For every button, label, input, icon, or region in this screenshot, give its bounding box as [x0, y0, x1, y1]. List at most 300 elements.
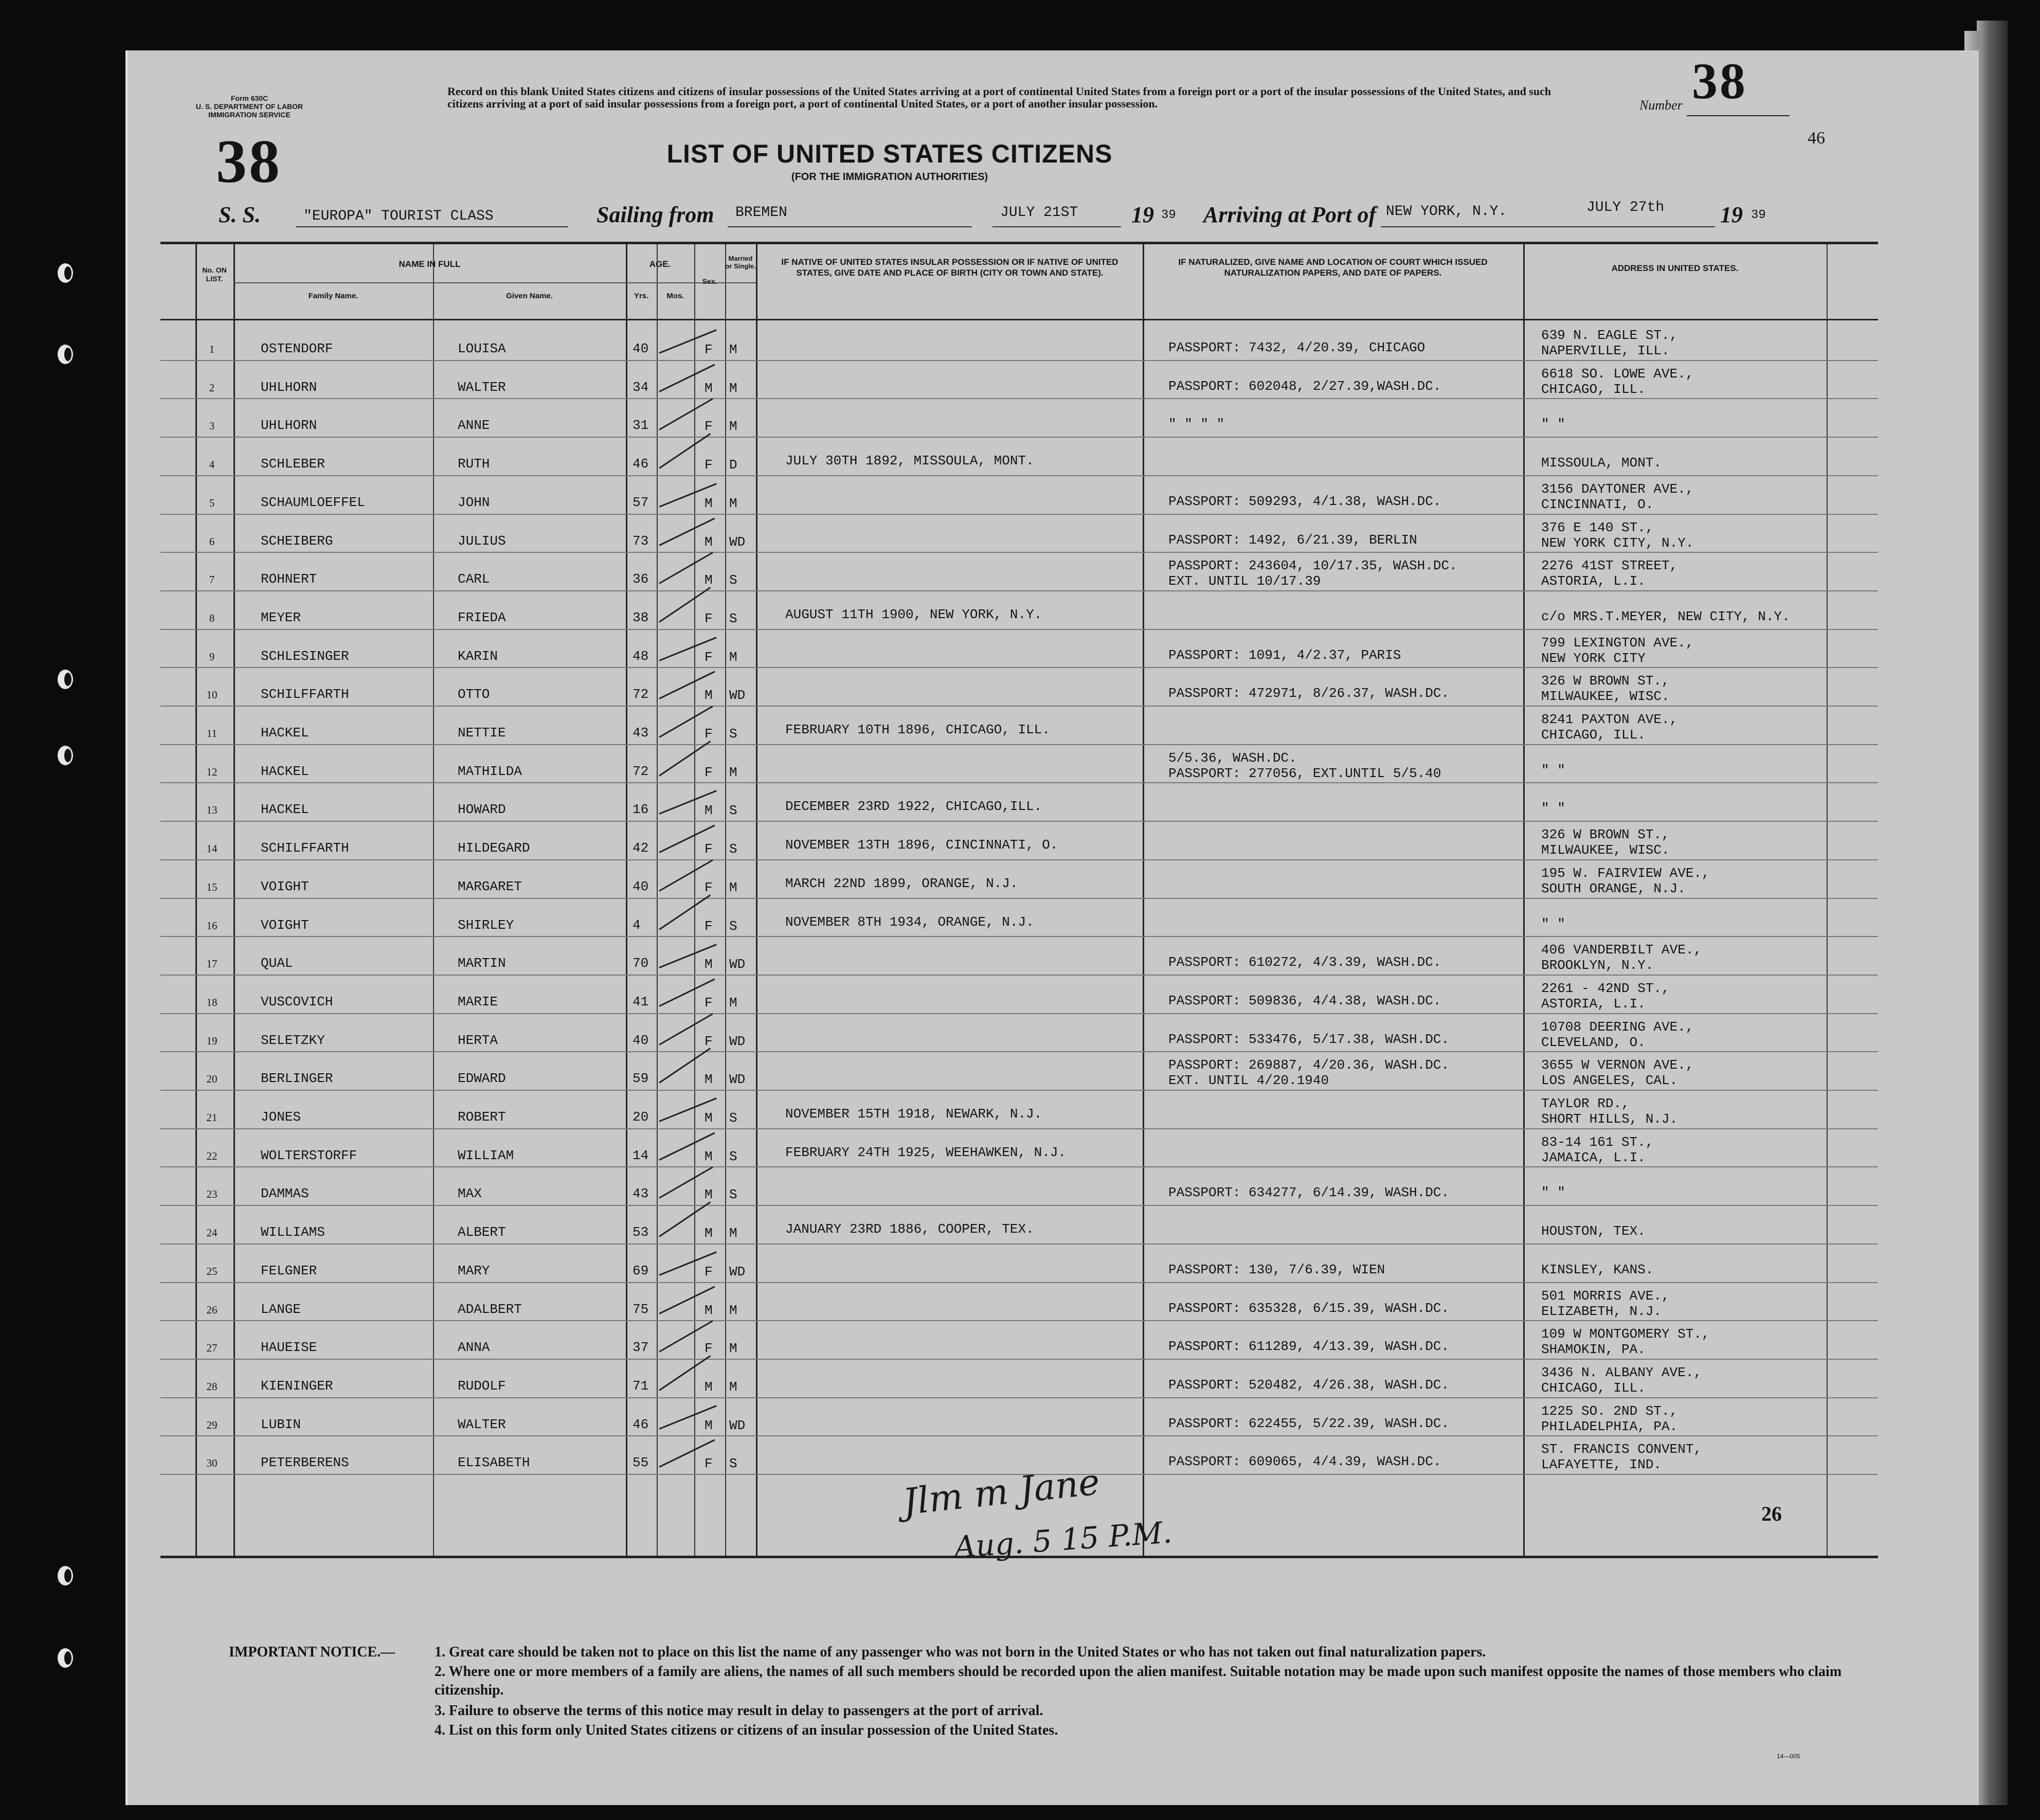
cell-given: MARTIN: [458, 956, 506, 971]
cell-sex: M: [705, 1072, 713, 1088]
notice-item: 2. Where one or more members of a family are aliens, the names of all such members should be recorded upon the alien manifest. Suitable notation may be made upon such manifest opposite the names of those members who claim citizenship.: [435, 1664, 1842, 1698]
cell-birth: DECEMBER 23RD 1922, CHICAGO,ILL.: [785, 799, 1042, 815]
number-label: Number: [1639, 98, 1683, 113]
cell-no: 27: [206, 1342, 218, 1355]
cell-family: OSTENDORF: [261, 341, 333, 356]
ss-label: S. S.: [219, 202, 261, 227]
cell-addr2: ASTORIA, L.I.: [1541, 996, 1646, 1012]
row-rule: [160, 1435, 1878, 1436]
cell-nat2: PASSPORT: 277056, EXT.UNTIL 5/5.40: [1168, 765, 1441, 781]
cell-family: SCHILFFARTH: [261, 840, 349, 856]
cell-no: 24: [206, 1227, 218, 1239]
cell-addr1: 406 VANDERBILT AVE.,: [1541, 942, 1702, 958]
cell-addr1: MISSOULA, MONT.: [1541, 455, 1662, 471]
row-rule: [160, 1090, 1878, 1091]
cell-family: FELGNER: [261, 1263, 317, 1278]
form-code: 14—005: [1777, 1753, 1800, 1760]
cell-sex: F: [705, 841, 713, 857]
row-rule: [160, 1128, 1878, 1129]
cell-addr2: CINCINNATI, O.: [1541, 496, 1654, 512]
cell-sex: F: [705, 610, 713, 626]
cell-age: 70: [633, 956, 649, 971]
cell-given: MARGARET: [458, 878, 522, 894]
cell-addr1: 8241 PAXTON AVE.,: [1541, 712, 1678, 727]
cell-birth: MARCH 22ND 1899, ORANGE, N.J.: [785, 875, 1018, 891]
cell-nat1: PASSPORT: 533476, 5/17.38, WASH.DC.: [1168, 1031, 1450, 1047]
cell-sex: F: [705, 1341, 713, 1357]
cell-given: RUDOLF: [458, 1378, 506, 1394]
cell-given: JULIUS: [458, 533, 506, 549]
cell-addr2: SHAMOKIN, PA.: [1541, 1342, 1646, 1358]
cell-no: 7: [209, 573, 215, 586]
row-rule: [160, 1320, 1878, 1321]
cell-no: 30: [206, 1457, 218, 1470]
cell-family: PETERBERENS: [261, 1455, 349, 1471]
cell-addr1: ST. FRANCIS CONVENT,: [1541, 1441, 1702, 1457]
cell-addr1: 2261 - 42ND ST.,: [1541, 980, 1670, 996]
cell-no: 25: [206, 1265, 218, 1277]
row-rule: [160, 744, 1878, 745]
arrival-year: 39: [1751, 208, 1766, 222]
cell-ms: WD: [729, 688, 746, 704]
cell-family: HACKEL: [261, 763, 309, 779]
punch-hole: [58, 746, 73, 765]
cell-addr2: ELIZABETH, N.J.: [1541, 1303, 1662, 1319]
cell-given: MARIE: [458, 994, 498, 1010]
arrival-underline: [1381, 226, 1715, 227]
cell-given: NETTIE: [458, 725, 506, 741]
depart-date-underline: [992, 226, 1121, 227]
row-rule: [160, 1205, 1878, 1206]
cell-birth: FEBRUARY 24TH 1925, WEEHAWKEN, N.J.: [785, 1144, 1067, 1160]
col-header-address: ADDRESS IN UNITED STATES.: [1611, 263, 1739, 273]
cell-given: ALBERT: [458, 1224, 506, 1240]
cell-no: 19: [206, 1034, 218, 1047]
cell-addr1: 3655 W VERNON AVE.,: [1541, 1057, 1694, 1073]
cell-sex: F: [705, 1456, 713, 1472]
cell-birth: JANUARY 23RD 1886, COOPER, TEX.: [785, 1221, 1034, 1237]
col-header-birth: IF NATIVE OF UNITED STATES INSULAR POSSESSION OR IF NATIVE OF UNITED STATES, GIVE DATE AND PLACE OF BIRTH (CITY OR TOWN AND STATE).: [781, 257, 1118, 278]
col-header-sex: Sex.: [702, 277, 717, 285]
cell-given: MAX: [458, 1186, 482, 1202]
cell-age: 59: [633, 1071, 649, 1087]
cell-addr1: 326 W BROWN ST.,: [1541, 673, 1670, 689]
cell-addr1: " ": [1541, 762, 1565, 778]
check-mark: [659, 1048, 711, 1084]
form-number: Form 630C: [230, 94, 268, 102]
check-mark: [659, 1201, 711, 1237]
header-rule: [160, 319, 1878, 320]
col-header-marital: Married or Single.: [725, 255, 756, 270]
cell-sex: M: [705, 1302, 713, 1318]
cell-ms: S: [729, 1148, 737, 1164]
cell-addr2: NEW YORK CITY, N.Y.: [1541, 535, 1694, 551]
cell-birth: FEBRUARY 10TH 1896, CHICAGO, ILL.: [785, 722, 1050, 737]
cell-addr2: NAPERVILLE, ILL.: [1541, 343, 1670, 358]
cell-family: WILLIAMS: [261, 1224, 325, 1240]
cell-age: 40: [633, 1032, 649, 1048]
cell-addr1: 639 N. EAGLE ST.,: [1541, 328, 1678, 343]
cell-sex: F: [705, 918, 713, 934]
page-mark: 46: [1808, 129, 1825, 148]
cell-addr1: 3436 N. ALBANY AVE.,: [1541, 1364, 1702, 1380]
cell-family: HAUEISE: [261, 1340, 317, 1356]
cell-ms: WD: [729, 1264, 746, 1280]
cell-given: RUTH: [458, 456, 490, 472]
cell-ms: M: [729, 995, 737, 1011]
col-header-family: Family Name.: [308, 292, 358, 300]
cell-ms: S: [729, 1110, 737, 1126]
cell-family: SCHILFFARTH: [261, 687, 349, 702]
cell-ms: WD: [729, 1072, 746, 1088]
cell-given: CARL: [458, 571, 490, 587]
cell-addr1: 195 W. FAIRVIEW AVE.,: [1541, 865, 1710, 881]
cell-ms: M: [729, 1379, 737, 1395]
notice-item: 1. Great care should be taken not to place on this list the name of any passenger who was not born in the United States or who has not taken out final naturalization papers.: [435, 1644, 1486, 1660]
cell-ms: S: [729, 841, 737, 857]
cell-nat1: PASSPORT: 130, 7/6.39, WIEN: [1168, 1262, 1385, 1277]
page-title: LIST OF UNITED STATES CITIZENS: [666, 139, 1113, 168]
cell-age: 42: [633, 840, 649, 856]
cell-no: 1: [209, 343, 215, 355]
col-header-yrs: Yrs.: [634, 292, 649, 300]
cell-ms: S: [729, 803, 737, 819]
cell-age: 57: [633, 494, 649, 510]
cell-nat1: PASSPORT: 509836, 4/4.38, WASH.DC.: [1168, 993, 1441, 1008]
from-port-underline: [728, 226, 972, 227]
row-rule: [160, 782, 1878, 783]
punch-hole: [58, 345, 73, 364]
cell-addr2: CHICAGO, ILL.: [1541, 381, 1646, 397]
cell-addr1: " ": [1541, 916, 1565, 932]
from-port: BREMEN: [735, 205, 787, 221]
row-rule: [160, 398, 1878, 399]
cell-given: HOWARD: [458, 802, 506, 818]
punch-hole: [58, 670, 73, 689]
col-header-no: No. ON LIST.: [202, 266, 227, 283]
cell-sex: M: [705, 803, 713, 819]
cell-age: 48: [633, 648, 649, 664]
cell-sex: M: [705, 534, 713, 550]
cell-family: KIENINGER: [261, 1378, 333, 1394]
cell-addr1: 2276 41ST STREET,: [1541, 558, 1678, 574]
cell-addr1: 376 E 140 ST.,: [1541, 519, 1654, 535]
row-rule: [160, 1359, 1878, 1360]
notice-item: 4. List on this form only United States citizens or citizens of an insular possession of the United States.: [435, 1722, 1058, 1738]
check-mark: [659, 1355, 711, 1391]
cell-family: ROHNERT: [261, 571, 317, 587]
row-rule: [160, 821, 1878, 822]
row-rule: [160, 1013, 1878, 1014]
cell-addr2: NEW YORK CITY: [1541, 650, 1646, 666]
cell-no: 5: [209, 496, 215, 509]
cell-addr1: 10708 DEERING AVE.,: [1541, 1019, 1694, 1035]
cell-family: SCHLESINGER: [261, 648, 349, 664]
stamp-number: 38: [216, 127, 282, 195]
cell-ms: S: [729, 572, 737, 588]
cell-nat1: PASSPORT: 602048, 2/27.39,WASH.DC.: [1168, 378, 1441, 394]
cell-sex: F: [705, 342, 713, 357]
cell-age: 34: [633, 379, 649, 395]
cell-birth: AUGUST 11TH 1900, NEW YORK, N.Y.: [785, 606, 1042, 622]
cell-given: KARIN: [458, 648, 498, 664]
cell-addr2: MILWAUKEE, WISC.: [1541, 689, 1670, 705]
cell-no: 8: [209, 611, 215, 624]
cell-age: 43: [633, 725, 649, 741]
cell-sex: M: [705, 572, 713, 588]
cell-family: VOIGHT: [261, 917, 309, 933]
col-header-age: AGE.: [649, 259, 671, 269]
cell-family: SCHLEBER: [261, 456, 325, 472]
cell-ms: M: [729, 879, 737, 895]
cell-addr1: 6618 SO. LOWE AVE.,: [1541, 366, 1694, 382]
cell-no: 3: [209, 420, 215, 433]
signature-time: Aug. 5 15 P.M.: [953, 1515, 1174, 1565]
cell-birth: NOVEMBER 8TH 1934, ORANGE, N.J.: [785, 914, 1034, 930]
cell-family: LUBIN: [261, 1416, 301, 1432]
cell-no: 6: [209, 535, 215, 548]
cell-age: 75: [633, 1301, 649, 1317]
cell-given: JOHN: [458, 494, 490, 510]
row-rule: [160, 552, 1878, 553]
cell-nat1: PASSPORT: 472971, 8/26.37, WASH.DC.: [1168, 686, 1450, 701]
cell-ms: M: [729, 764, 737, 780]
cell-addr1: 501 MORRIS AVE.,: [1541, 1288, 1670, 1304]
cell-no: 16: [206, 919, 218, 932]
cell-given: ANNE: [458, 418, 490, 434]
cell-age: 46: [633, 1416, 649, 1432]
notice-item: 3. Failure to observe the terms of this notice may result in delay to passengers at the port of arrival.: [435, 1703, 1043, 1719]
cell-nat1: PASSPORT: 1091, 4/2.37, PARIS: [1168, 647, 1401, 663]
cell-given: ADALBERT: [458, 1301, 522, 1317]
cell-given: HILDEGARD: [458, 840, 530, 856]
cell-addr1: KINSLEY, KANS.: [1541, 1262, 1654, 1277]
cell-given: ANNA: [458, 1340, 490, 1356]
inspector-signature: Jlm m Jane: [900, 1461, 1102, 1523]
cell-family: WOLTERSTORFF: [261, 1147, 357, 1163]
cell-addr2: ASTORIA, L.I.: [1541, 573, 1646, 589]
punch-hole: [58, 263, 73, 283]
cell-ms: M: [729, 419, 737, 435]
cell-addr2: LAFAYETTE, IND.: [1541, 1457, 1662, 1473]
row-rule: [160, 1282, 1878, 1283]
cell-ms: WD: [729, 957, 746, 972]
cell-family: SCHAUMLOEFFEL: [261, 494, 365, 510]
check-mark: [659, 894, 711, 930]
cell-age: 72: [633, 763, 649, 779]
cell-no: 13: [206, 804, 218, 817]
cell-addr1: " ": [1541, 1185, 1565, 1201]
page-total: 26: [1761, 1502, 1782, 1525]
cell-age: 14: [633, 1147, 649, 1163]
cell-sex: F: [705, 879, 713, 895]
cell-family: LANGE: [261, 1301, 301, 1317]
cell-sex: M: [705, 1110, 713, 1126]
col-header-given: Given Name.: [506, 292, 553, 300]
cell-ms: M: [729, 1302, 737, 1318]
cell-addr2: JAMAICA, L.I.: [1541, 1149, 1646, 1165]
cell-sex: M: [705, 957, 713, 972]
cell-sex: F: [705, 764, 713, 780]
cell-sex: M: [705, 1148, 713, 1164]
cell-family: VUSCOVICH: [261, 994, 333, 1010]
cell-addr1: c/o MRS.T.MEYER, NEW CITY, N.Y.: [1541, 608, 1790, 624]
cell-age: 69: [633, 1263, 649, 1278]
depart-date: JULY 21ST: [1000, 205, 1078, 221]
cell-addr2: BROOKLYN, N.Y.: [1541, 958, 1654, 974]
cell-nat1: PASSPORT: 609065, 4/4.39, WASH.DC.: [1168, 1454, 1441, 1470]
cell-nat1: PASSPORT: 610272, 4/3.39, WASH.DC.: [1168, 954, 1441, 970]
department-name: U. S. DEPARTMENT OF LABOR: [195, 102, 303, 111]
sailing-from-label: Sailing from: [597, 202, 714, 227]
cell-family: UHLHORN: [261, 418, 317, 434]
cell-nat1: PASSPORT: 634277, 6/14.39, WASH.DC.: [1168, 1185, 1450, 1201]
col-header-name: NAME IN FULL: [399, 259, 461, 269]
row-rule: [160, 1166, 1878, 1167]
cell-age: 71: [633, 1378, 649, 1394]
cell-ms: S: [729, 918, 737, 934]
cell-age: 4: [633, 917, 641, 933]
cell-no: 2: [209, 381, 215, 394]
cell-no: 28: [206, 1380, 218, 1393]
cell-no: 29: [206, 1418, 218, 1431]
form-identifier: [170, 94, 329, 119]
cell-ms: WD: [729, 1417, 746, 1433]
cell-given: MARY: [458, 1263, 490, 1278]
cell-addr2: CHICAGO, ILL.: [1541, 727, 1646, 743]
cell-addr1: 1225 SO. 2ND ST.,: [1541, 1403, 1678, 1419]
cell-family: DAMMAS: [261, 1186, 309, 1202]
cell-no: 17: [206, 958, 218, 970]
cell-age: 36: [633, 571, 649, 587]
arrival-port: NEW YORK, N.Y.: [1386, 204, 1507, 220]
cell-sex: M: [705, 1187, 713, 1203]
cell-given: LOUISA: [458, 341, 506, 356]
cell-given: ROBERT: [458, 1109, 506, 1125]
depart-year: 39: [1161, 208, 1176, 222]
page-subtitle: (FOR THE IMMIGRATION AUTHORITIES): [791, 171, 988, 183]
cell-ms: M: [729, 1341, 737, 1357]
cell-ms: M: [729, 649, 737, 665]
cell-addr2: SHORT HILLS, N.J.: [1541, 1111, 1678, 1127]
row-rule: [160, 590, 1878, 591]
punch-hole: [58, 1648, 73, 1668]
cell-no: 18: [206, 996, 218, 1008]
cell-sex: M: [705, 380, 713, 396]
cell-no: 21: [206, 1111, 218, 1124]
cell-age: 72: [633, 687, 649, 702]
cell-given: FRIEDA: [458, 609, 506, 625]
check-mark: [659, 587, 711, 623]
cell-addr2: PHILADELPHIA, PA.: [1541, 1418, 1678, 1434]
cell-age: 40: [633, 878, 649, 894]
cell-sex: F: [705, 1033, 713, 1049]
cell-sex: M: [705, 495, 713, 511]
row-rule: [160, 975, 1878, 976]
year-prefix-2: 19: [1720, 202, 1743, 227]
cell-no: 15: [206, 880, 218, 893]
cell-ms: D: [729, 457, 737, 473]
cell-addr2: MILWAUKEE, WISC.: [1541, 842, 1670, 858]
cell-birth: NOVEMBER 15TH 1918, NEWARK, N.J.: [785, 1106, 1042, 1122]
notice-lead: IMPORTANT NOTICE.—: [229, 1644, 395, 1660]
col-header-naturalized: IF NATURALIZED, GIVE NAME AND LOCATION OF COURT WHICH ISSUED NATURALIZATION PAPERS, AND DATE OF PAPERS.: [1178, 257, 1488, 278]
cell-no: 26: [206, 1303, 218, 1316]
cell-family: HACKEL: [261, 725, 309, 741]
cell-age: 20: [633, 1109, 649, 1125]
row-rule: [160, 1051, 1878, 1052]
cell-nat2: EXT. UNTIL 4/20.1940: [1168, 1073, 1329, 1089]
cell-birth: NOVEMBER 13TH 1896, CINCINNATI, O.: [785, 837, 1058, 853]
cell-family: QUAL: [261, 956, 293, 971]
cell-no: 11: [206, 727, 218, 740]
cell-sex: F: [705, 649, 713, 665]
cell-no: 22: [206, 1149, 218, 1162]
cell-age: 40: [633, 341, 649, 356]
row-rule: [160, 898, 1878, 899]
row-rule: [160, 1397, 1878, 1398]
row-rule: [160, 629, 1878, 630]
cell-addr2: CLEVELAND, O.: [1541, 1034, 1646, 1050]
cell-nat1: " " " ": [1168, 417, 1225, 433]
cell-nat1: PASSPORT: 520482, 4/26.38, WASH.DC.: [1168, 1377, 1450, 1393]
cell-no: 20: [206, 1073, 218, 1086]
cell-given: WILLIAM: [458, 1147, 514, 1163]
cell-nat1: PASSPORT: 622455, 5/22.39, WASH.DC.: [1168, 1415, 1450, 1431]
passenger-table: [160, 242, 1878, 1558]
cell-family: SELETZKY: [261, 1032, 325, 1048]
cell-no: 4: [209, 458, 215, 471]
cell-given: OTTO: [458, 687, 490, 702]
cell-ms: S: [729, 726, 737, 742]
cell-addr1: " ": [1541, 801, 1565, 817]
row-rule: [160, 1244, 1878, 1245]
cell-given: HERTA: [458, 1032, 498, 1048]
row-rule: [160, 706, 1878, 707]
cell-age: 46: [633, 456, 649, 472]
cell-ms: S: [729, 610, 737, 626]
cell-family: BERLINGER: [261, 1071, 333, 1087]
cell-addr1: 326 W BROWN ST.,: [1541, 827, 1670, 843]
cell-nat1: PASSPORT: 635328, 6/15.39, WASH.DC.: [1168, 1300, 1450, 1316]
cell-family: HACKEL: [261, 802, 309, 818]
row-rule: [160, 437, 1878, 438]
cell-nat1: PASSPORT: 1492, 6/21.39, BERLIN: [1168, 532, 1417, 548]
cell-ms: M: [729, 495, 737, 511]
cell-age: 41: [633, 994, 649, 1010]
cell-sex: F: [705, 457, 713, 473]
cell-sex: F: [705, 995, 713, 1011]
list-number: 38: [1692, 52, 1747, 110]
cell-given: EDWARD: [458, 1071, 506, 1087]
cell-age: 53: [633, 1224, 649, 1240]
row-rule: [160, 514, 1878, 515]
cell-given: WALTER: [458, 1416, 506, 1432]
col-header-mos: Mos.: [666, 292, 684, 300]
cell-age: 38: [633, 609, 649, 625]
cell-no: 10: [206, 689, 218, 701]
cell-nat1: 5/5.36, WASH.DC.: [1168, 750, 1297, 766]
cell-sex: F: [705, 1264, 713, 1280]
arriving-label: Arriving at Port of: [1203, 202, 1377, 227]
year-prefix: 19: [1131, 202, 1154, 227]
cell-nat1: PASSPORT: 7432, 4/20.39, CHICAGO: [1168, 340, 1425, 355]
cell-age: 43: [633, 1186, 649, 1202]
cell-family: MEYER: [261, 609, 301, 625]
row-rule: [160, 667, 1878, 668]
cell-family: SCHEIBERG: [261, 533, 333, 549]
cell-sex: M: [705, 1417, 713, 1433]
